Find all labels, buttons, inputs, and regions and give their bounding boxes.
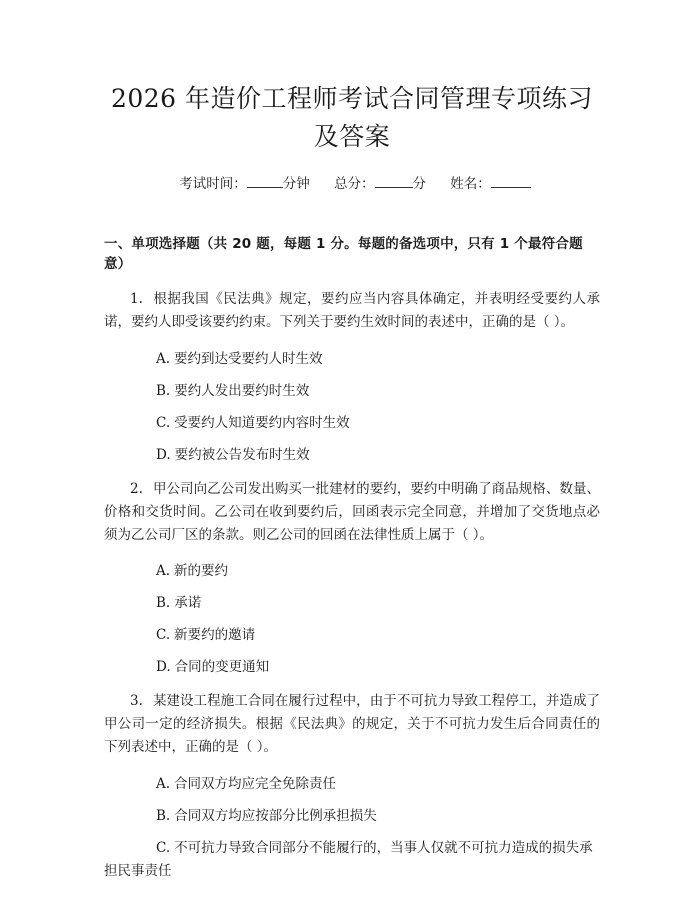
name-blank	[491, 173, 531, 188]
option-text: 新的要约	[174, 563, 229, 579]
option-letter: C.	[156, 627, 171, 643]
question-1	[104, 288, 600, 466]
question-number: 2.	[130, 480, 143, 497]
option-d	[104, 444, 600, 466]
option-text: 要约被公告发布时生效	[174, 446, 310, 463]
total-score-field	[334, 173, 426, 194]
option-c	[104, 624, 600, 646]
question-number: 3.	[130, 693, 143, 709]
option-letter: B.	[156, 382, 171, 399]
question-text: 某建设工程施工合同在履行过程中，由于不可抗力导致工程停工，并造成了甲公司一定的经济损失。根据《民法典》的规定，关于不可抗力发生后合同责任的下列表述中，正确的是（ ）。	[104, 693, 600, 755]
option-list	[104, 773, 600, 883]
question-stem	[104, 288, 600, 334]
question-2	[104, 478, 600, 679]
option-a	[104, 560, 600, 582]
name-label: 姓名：	[450, 176, 491, 192]
option-letter: A.	[156, 563, 171, 579]
option-letter: D.	[156, 659, 171, 675]
option-b	[104, 805, 600, 827]
name-field	[450, 173, 531, 194]
option-a	[104, 348, 600, 370]
option-text: 新要约的邀请	[174, 627, 256, 643]
option-letter: C.	[156, 414, 171, 431]
exam-time-blank	[247, 173, 283, 188]
question-text: 甲公司向乙公司发出购买一批建材的要约，要约中明确了商品规格、数量、价格和交货时间。乙公司在收到要约后，回函表示完全同意，并增加了交货地点必须为乙公司厂区的条款。则乙公司的回函在法律性质上属于（ ）。	[104, 480, 600, 543]
section-heading: 一、单项选择题（共 20 题，每题 1 分。每题的备选项中，只有 1 个最符合题意）	[104, 236, 583, 272]
option-letter: B.	[156, 807, 171, 824]
option-letter: D.	[156, 446, 171, 463]
total-score-label: 总分：	[334, 176, 375, 192]
option-b	[104, 592, 600, 614]
option-letter: A.	[156, 775, 171, 792]
option-c	[104, 412, 600, 434]
total-score-blank	[375, 173, 413, 188]
option-text: 要约到达受要约人时生效	[174, 350, 323, 367]
option-c	[104, 837, 600, 883]
option-letter: A.	[156, 350, 171, 367]
question-stem	[104, 690, 600, 759]
exam-time-label: 考试时间：	[179, 176, 247, 192]
option-list	[104, 560, 600, 678]
option-letter: B.	[156, 595, 171, 611]
option-text: 不可抗力导致合同部分不能履行的，当事人仅就不可抗力造成的损失承担民事责任	[104, 839, 593, 879]
question-number: 1.	[130, 291, 143, 307]
option-a	[104, 773, 600, 795]
option-text: 合同的变更通知	[174, 659, 270, 675]
option-text: 承诺	[174, 595, 202, 611]
option-text: 要约人发出要约时生效	[174, 382, 310, 399]
exam-time-unit: 分钟	[282, 176, 310, 192]
option-letter: C.	[156, 839, 171, 856]
question-text: 根据我国《民法典》规定，要约应当内容具体确定，并表明经受要约人承诺，要约人即受该要约约束。下列关于要约生效时间的表述中，正确的是（ ）。	[104, 291, 600, 330]
option-d	[104, 656, 600, 678]
exam-info-line	[104, 173, 600, 194]
option-text: 合同双方均应完全免除责任	[174, 775, 337, 792]
total-score-unit: 分	[412, 176, 426, 192]
option-text: 受要约人知道要约内容时生效	[174, 414, 350, 431]
question-3	[104, 690, 600, 883]
question-stem	[104, 478, 600, 547]
document-title: 2026 年造价工程师考试合同管理专项练习及答案	[110, 84, 594, 151]
option-list	[104, 348, 600, 466]
option-b	[104, 380, 600, 402]
option-text: 合同双方均应按部分比例承担损失	[174, 807, 377, 824]
exam-time-field	[179, 173, 310, 194]
